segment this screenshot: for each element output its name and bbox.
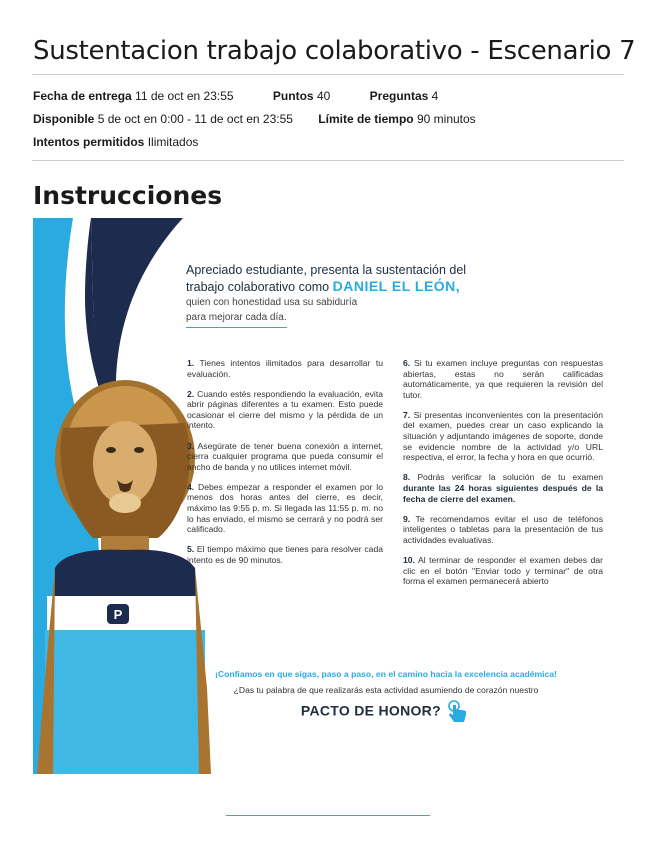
meta-row-2 bbox=[33, 112, 476, 126]
closing-line2: ¿Das tu palabra de que realizarás esta actividad asumiendo de corazón nuestro bbox=[233, 685, 539, 695]
puntos-value: 40 bbox=[316, 89, 331, 103]
instruction-item: 9. Te recomendamos evitar el uso de teléfonos inteligentes o tabletas para la presentación de tus actividades evaluativas. bbox=[403, 513, 603, 545]
bottom-divider bbox=[226, 815, 430, 816]
intentos-value: Ilimitados bbox=[147, 135, 199, 149]
instruction-item: 4. Debes empezar a responder el examen por lo menos dos horas antes del cierre, es decir, máximo las 9:55 p. m. Si llegada las 11:55 p. m. no lo has enviado, el mismo se cerrará y no podrá ser calificado. bbox=[187, 481, 383, 535]
instructions-heading: Instrucciones bbox=[33, 181, 223, 210]
page-title: Sustentacion trabajo colaborativo - Escenario 7 bbox=[33, 36, 636, 66]
title-divider bbox=[32, 74, 624, 75]
limite-label: Límite de tiempo bbox=[318, 112, 414, 126]
instruction-item: 1. Tienes intentos ilimitados para desarrollar tu evaluación. bbox=[187, 358, 384, 379]
greeting-sub2: para mejorar cada día. bbox=[186, 310, 287, 328]
shirt-logo: P bbox=[113, 607, 123, 622]
meta-divider bbox=[32, 160, 624, 161]
closing-line1: ¡Confiamos en que sigas, paso a paso, en el camino hacia la excelencia académica! bbox=[215, 669, 557, 679]
puntos-label: Puntos bbox=[272, 89, 314, 103]
instruction-item: 6. Si tu examen incluye preguntas con respuestas abiertas, estas no serán calificadas automáticamente, ya que requieren la revisión del tutor. bbox=[403, 358, 603, 400]
instructions-left-column bbox=[187, 358, 383, 575]
fecha-value: 11 de oct en 23:55 bbox=[135, 89, 234, 103]
disponible-value: 5 de oct en 0:00 - 11 de oct en 23:55 bbox=[97, 112, 293, 126]
intentos-label: Intentos permitidos bbox=[33, 135, 145, 149]
instruction-item: 5. El tiempo máximo que tienes para resolver cada intento es de 90 minutos. bbox=[187, 544, 384, 565]
meta-row-3 bbox=[33, 135, 198, 149]
lion-mascot-icon bbox=[37, 380, 211, 774]
greeting-line1: Apreciado estudiante, presenta la sustentación del bbox=[186, 263, 467, 277]
instructions-right-column bbox=[403, 358, 603, 596]
limite-value: 90 minutos bbox=[416, 112, 476, 126]
disponible-label: Disponible bbox=[33, 112, 95, 126]
mascot-name: DANIEL EL LEÓN, bbox=[332, 278, 461, 294]
preguntas-label: Preguntas bbox=[369, 89, 429, 103]
instruction-item: 7. Si presentas inconvenientes con la presentación del examen, puedes crear un caso explicando la situación y adjuntando imágenes de soporte, donde se evidencie nombre de la actividad y/o URL respectiva, el error, la fecha y hora en que ocurrió. bbox=[403, 409, 604, 463]
instruction-item: 2. Cuando estés respondiendo la evaluación, evita abrir páginas diferentes a tu examen. Esto puede ocasionar el cierre del mismo y la pérdida de un intento. bbox=[187, 388, 384, 431]
pointing-hand-icon bbox=[445, 699, 471, 725]
banner-closing bbox=[186, 669, 586, 725]
instruction-item: 8. Podrás verificar la solución de tu examen durante las 24 horas siguientes después de la fecha de cierre del examen. bbox=[403, 472, 604, 504]
greeting-sub1: quien con honestidad usa su sabiduría bbox=[186, 297, 358, 308]
instructions-banner bbox=[33, 218, 616, 774]
banner-greeting bbox=[186, 262, 516, 328]
instruction-item: 3. Asegúrate de tener buena conexión a internet, cierra cualquier programa que pueda consumir el ancho de banda y no utilices internet móvil. bbox=[187, 440, 384, 472]
meta-row-1 bbox=[33, 89, 438, 103]
preguntas-value: 4 bbox=[431, 89, 439, 103]
honor-pact: PACTO DE HONOR? bbox=[186, 699, 586, 725]
instruction-item: 10. Al terminar de responder el examen debes dar clic en el botón "Enviar todo y terminar" de otra forma el examen permanecerá abierto bbox=[403, 554, 603, 587]
greeting-line2: trabajo colaborativo como bbox=[186, 280, 330, 294]
fecha-label: Fecha de entrega bbox=[33, 89, 132, 103]
